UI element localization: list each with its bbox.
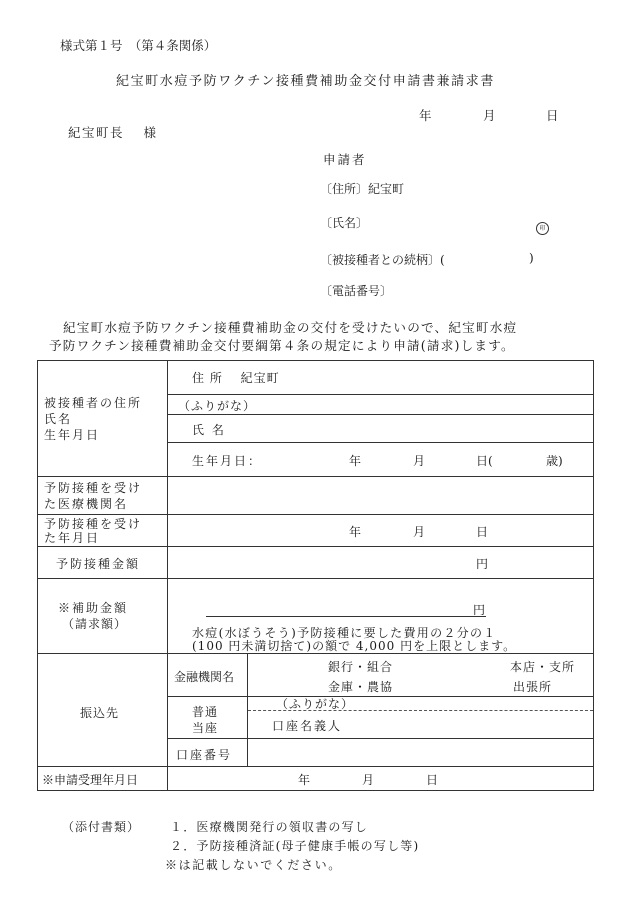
attachments-label: （添付書類） <box>62 820 141 834</box>
attachment-note: ※は記載しないでください。 <box>165 858 342 872</box>
account-holder-cell[interactable] <box>248 697 594 739</box>
seal-icon: 印 <box>536 222 549 235</box>
bank-type-2: 金庫・農協 <box>328 680 394 694</box>
receipt-input-cell <box>168 767 594 791</box>
birthdate-label: 生年月日： <box>192 454 263 468</box>
applicant-label: 申請者 <box>323 152 367 167</box>
account-furigana-label: （ふりがな） <box>276 697 355 711</box>
furigana-label: （ふりがな） <box>178 399 257 413</box>
person-label-3: 生年月日 <box>44 427 101 442</box>
vacc-date-label-2: た年月日 <box>44 530 101 545</box>
form-number: 様式第１号 （第４条関係） <box>60 38 217 53</box>
clinic-label-cell <box>38 477 168 515</box>
subsidy-input-cell[interactable] <box>168 579 594 654</box>
receipt-label-cell <box>38 767 168 791</box>
address-cell[interactable] <box>168 361 594 395</box>
applicant-name-label: 〔氏名〕 <box>320 216 369 230</box>
vacc-year: 年 <box>349 525 362 539</box>
bank-label-cell <box>168 654 248 697</box>
clinic-label-1: 予防接種を受け <box>44 480 143 495</box>
amount-input-cell[interactable] <box>168 547 594 579</box>
clinic-input-cell[interactable] <box>168 477 594 515</box>
furigana-cell[interactable] <box>168 395 594 415</box>
form-title: 紀宝町水痘予防ワクチン接種費補助金交付申請書兼請求書 <box>116 74 495 89</box>
applicant-relation-label: 〔被接種者との続柄〕( <box>320 253 445 267</box>
subsidy-note-2: (100 円未満切捨て)の額で 4,000 円を上限とします。 <box>192 639 517 653</box>
application-table <box>37 360 594 791</box>
bank-type-1: 銀行・組合 <box>328 660 394 674</box>
birth-month: 月 <box>413 454 426 468</box>
bank-input-cell[interactable] <box>248 654 594 697</box>
attachment-item-1: １．医療機関発行の領収書の写し <box>170 820 369 834</box>
account-type-cell <box>168 697 248 739</box>
vacc-date-label-1: 予防接種を受け <box>44 516 143 531</box>
transfer-label: 振込先 <box>80 706 120 720</box>
birthdate-cell[interactable] <box>168 443 594 477</box>
amount-label: 予防接種金額 <box>56 557 141 571</box>
subsidy-underline <box>206 616 486 617</box>
birth-year: 年 <box>349 454 362 468</box>
branch-type-2: 出張所 <box>513 680 553 694</box>
name-label: 氏 名 <box>192 423 226 437</box>
vacc-month: 月 <box>413 525 426 539</box>
subsidy-label: ※補助金額 <box>58 601 129 615</box>
seal-mark <box>536 215 549 235</box>
account-type-2: 当座 <box>192 721 219 735</box>
applicant-address: 〔住所〕紀宝町 <box>320 182 405 196</box>
receipt-label: ※申請受理年月日 <box>42 773 139 787</box>
receipt-month: 月 <box>362 773 375 787</box>
birth-day: 日( <box>476 454 493 468</box>
account-holder-label: 口座名義人 <box>272 719 343 733</box>
subsidy-note-1: 水痘(水ぼうそう)予防接種に要した費用の２分の１ <box>192 626 497 640</box>
account-no-input-cell[interactable] <box>248 739 594 767</box>
clinic-label-2: た医療機関名 <box>44 496 129 511</box>
receipt-year: 年 <box>298 773 311 787</box>
bank-label: 金融機関名 <box>174 670 235 684</box>
birth-age: 歳) <box>546 454 563 468</box>
transfer-label-cell <box>38 654 168 767</box>
applicant-relation-close: ) <box>529 251 534 265</box>
body-text-line1: 紀宝町水痘予防ワクチン接種費補助金の交付を受けたいので、紀宝町水痘 <box>63 320 518 335</box>
receipt-day: 日 <box>426 773 439 787</box>
vacc-date-input-cell[interactable] <box>168 515 594 547</box>
subsidy-label-2: （請求額） <box>62 617 128 631</box>
addressee: 紀宝町長 様 <box>68 125 158 140</box>
account-type-1: 普通 <box>192 705 219 719</box>
vacc-date-label-cell <box>38 515 168 547</box>
attachment-item-2: ２．予防接種済証(母子健康手帳の写し等) <box>170 839 420 853</box>
vacc-day: 日 <box>476 525 489 539</box>
subsidy-yen: 円 <box>473 603 486 617</box>
account-no-label: 口座番号 <box>176 748 233 762</box>
applicant-phone-label: 〔電話番号〕 <box>320 284 393 298</box>
account-no-label-cell <box>168 739 248 767</box>
person-label-cell <box>38 361 168 477</box>
person-label-1: 被接種者の住所 <box>44 395 143 410</box>
amount-yen: 円 <box>476 557 489 571</box>
address-label: 住 所 紀宝町 <box>192 371 280 385</box>
date-day: 日 <box>546 108 559 123</box>
subsidy-label-cell <box>38 579 168 654</box>
date-year: 年 <box>419 108 432 123</box>
body-text-line2: 予防ワクチン接種費補助金交付要綱第４条の規定により申請(請求)します。 <box>49 338 515 353</box>
amount-label-cell <box>38 547 168 579</box>
name-cell[interactable] <box>168 415 594 443</box>
branch-type-1: 本店・支所 <box>510 660 576 674</box>
person-label-2: 氏名 <box>44 411 73 426</box>
date-month: 月 <box>483 108 496 123</box>
